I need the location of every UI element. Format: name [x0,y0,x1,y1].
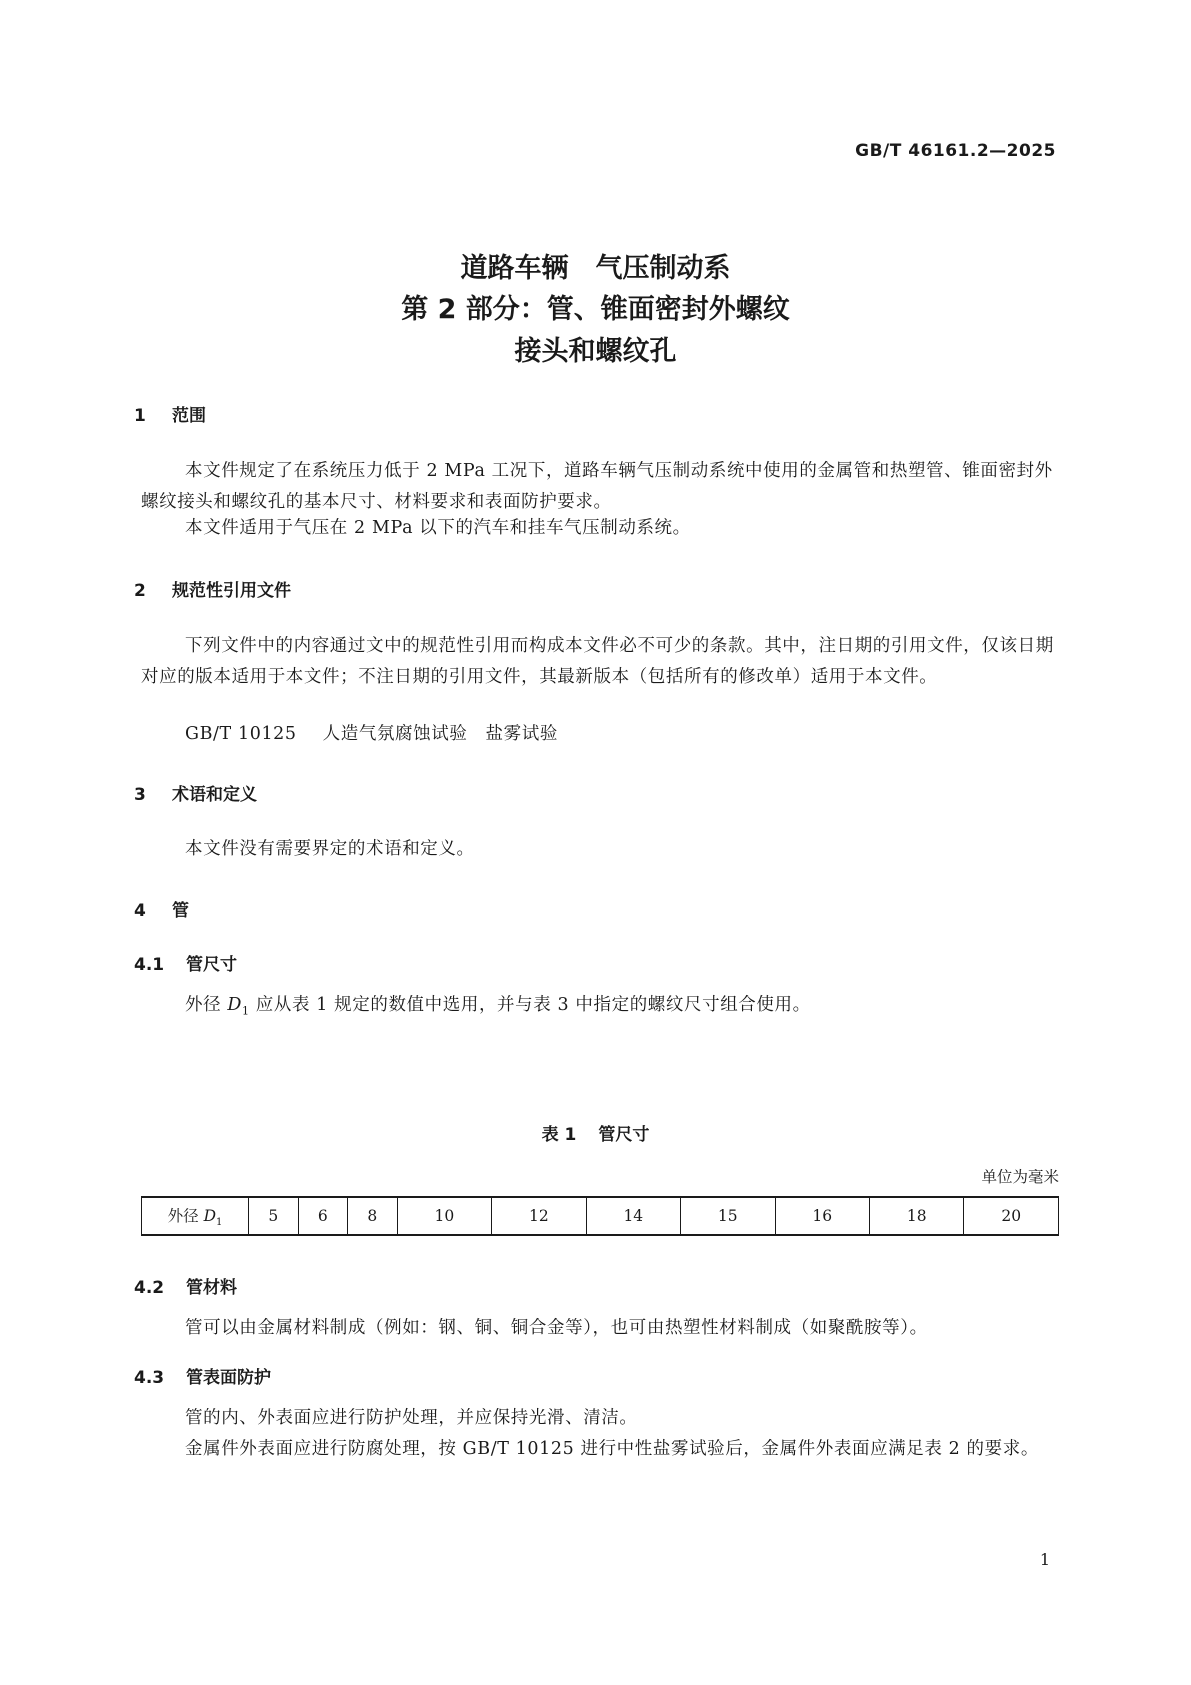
table-cell: 14 [586,1197,680,1235]
text-fragment: 应从表 1 规定的数值中选用，并与表 3 中指定的螺纹尺寸组合使用。 [249,995,811,1015]
table-cell: 6 [298,1197,348,1235]
table-row-header [142,1197,249,1235]
standard-number: GB/T 46161.2—2025 [855,141,1056,161]
section-1-heading [134,401,206,426]
section-2-paragraph-1: 下列文件中的内容通过文中的规范性引用而构成本文件必不可少的条款。其中，注日期的引用文件，仅该日期对应的版本适用于本文件；不注日期的引用文件，其最新版本（包括所有的修改单）适用于本文件。 [141,636,1054,687]
section-3-heading [134,780,257,805]
section-number: 4 [134,901,146,921]
text-fragment: 外径 [167,1206,204,1225]
variable-subscript: 1 [242,1004,250,1018]
section-title: 管表面防护 [186,1368,271,1388]
table-cell: 15 [681,1197,775,1235]
title-line-3: 接头和螺纹孔 [514,336,677,367]
section-2-heading [134,576,291,601]
table-cell: 18 [869,1197,963,1235]
section-number: 4.2 [134,1278,165,1298]
table-title: 管尺寸 [598,1125,650,1145]
section-1-paragraph-1: 本文件规定了在系统压力低于 2 MPa 工况下，道路车辆气压制动系统中使用的金属管和热塑管、锥面密封外螺纹接头和螺纹孔的基本尺寸、材料要求和表面防护要求。 [141,461,1053,512]
section-4-3-paragraph-1: 管的内、外表面应进行防护处理，并应保持光滑、清洁。 [185,1408,638,1428]
section-title: 管材料 [186,1278,237,1298]
table-cell: 10 [397,1197,491,1235]
section-title: 范围 [172,406,206,426]
table-1 [141,1196,1059,1236]
page-number: 1 [1039,1550,1050,1569]
section-4-2-heading [134,1273,237,1298]
table-1-caption [0,1120,1191,1145]
table-cell: 20 [964,1197,1059,1235]
section-4-heading [134,896,189,921]
variable-d: D [227,995,243,1015]
variable-d: D [203,1206,216,1225]
table-cell: 8 [348,1197,398,1235]
section-number: 3 [134,785,146,805]
section-4-3-heading [134,1363,271,1388]
table-unit-note: 单位为毫米 [981,1168,1059,1186]
section-4-3-paragraph-2: 金属件外表面应进行防腐处理，按 GB/T 10125 进行中性盐雾试验后，金属件外表面应满足表 2 的要求。 [185,1439,1039,1459]
section-title: 术语和定义 [172,785,257,805]
section-number: 1 [134,406,146,426]
section-4-2-paragraph: 管可以由金属材料制成（例如：钢、铜、铜合金等），也可由热塑性材料制成（如聚酰胺等）。 [185,1318,928,1338]
section-number: 2 [134,581,146,601]
section-title: 管尺寸 [186,955,237,975]
normative-reference [185,720,558,745]
variable-subscript: 1 [216,1217,223,1229]
title-line-2: 第 2 部分：管、锥面密封外螺纹 [401,294,790,325]
table-row [142,1197,1059,1235]
title-line-1: 道路车辆 气压制动系 [460,253,731,284]
section-number: 4.3 [134,1368,165,1388]
section-title: 规范性引用文件 [172,581,291,601]
section-4-1-paragraph [141,990,1058,1027]
table-cell: 16 [775,1197,869,1235]
text-fragment: 外径 [185,995,228,1015]
section-number: 4.1 [134,955,165,975]
reference-title: 人造气氛腐蚀试验 盐雾试验 [322,724,558,744]
section-3-paragraph-1: 本文件没有需要界定的术语和定义。 [185,839,475,859]
table-number: 表 1 [541,1125,577,1145]
table-cell: 5 [249,1197,299,1235]
section-4-1-heading [134,950,237,975]
section-title: 管 [172,901,189,921]
table-cell: 12 [492,1197,586,1235]
reference-code: GB/T 10125 [185,724,297,744]
section-1-paragraph-2: 本文件适用于气压在 2 MPa 以下的汽车和挂车气压制动系统。 [185,518,691,538]
